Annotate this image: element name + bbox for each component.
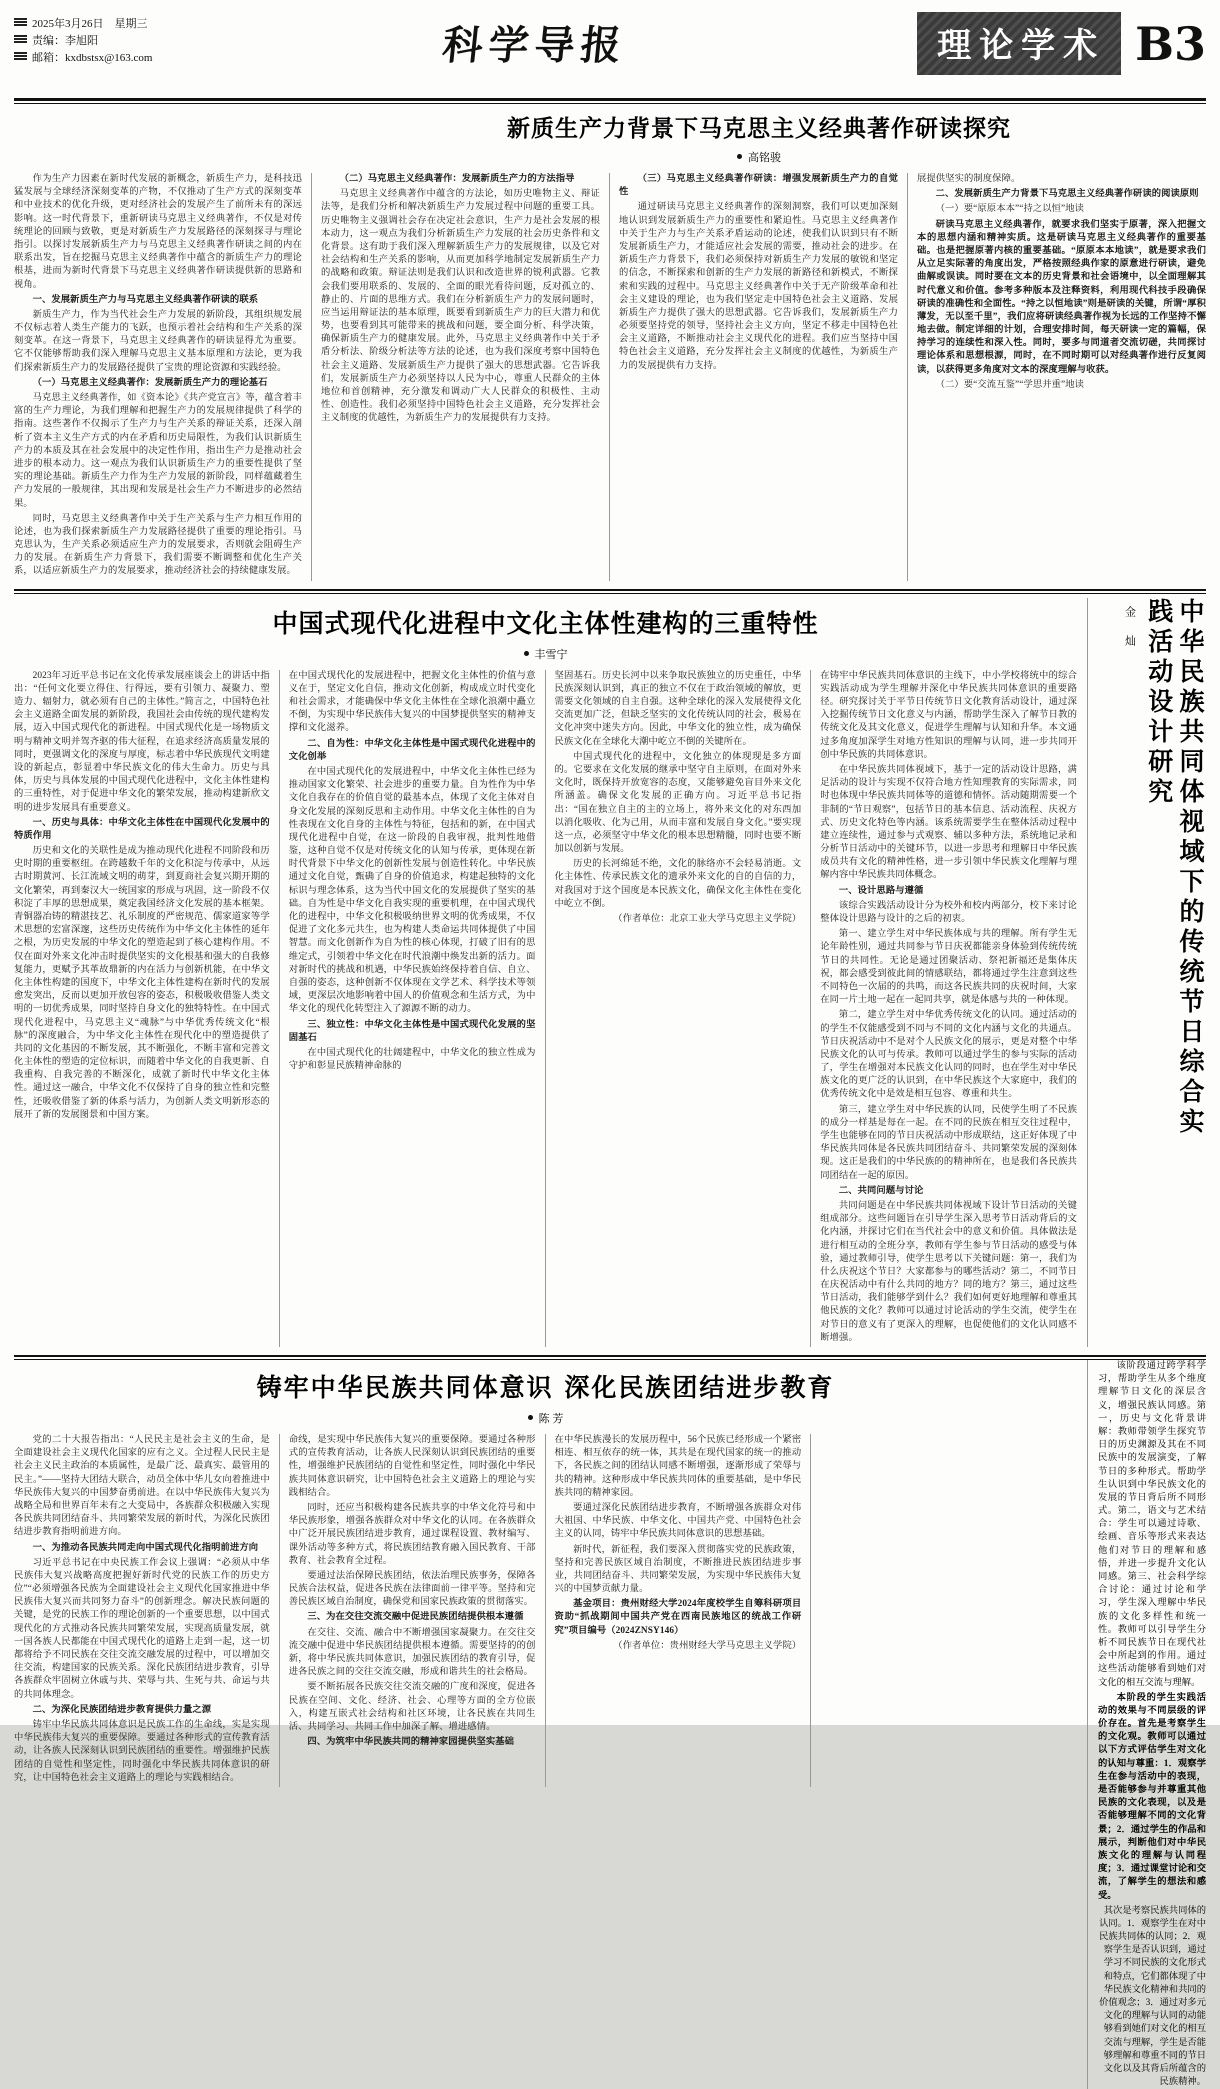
paragraph: 新质生产力，作为当代社会生产力发展的新阶段，其组织规发展不仅标志着人类生产能力的飞跃，也预示着社会结构和生产关系的深刻变革。在这一背景下，马克思主义经典著作的研读显得尤为重要。它不仅能够帮助我们深入理解马克思主义基本原理和方法论，更为我们探索新质生产力的发展路径提供了宝贵的理论资源和实践经验。 [14, 309, 302, 373]
subheading: 四、为筑牢中华民族共同的精神家园提供坚实基础 [307, 1737, 515, 1748]
article-one-header [14, 104, 1206, 173]
paragraph: 在中国式现代化的发展进程中，把握文化主体性的价值与意义在于，坚定文化自信，推动文化创新，构成成立时代变化和社会需求，才能确保中华文化主体性在全球化浪潮中矗立不倒，为实现中华民族伟大复兴的中国梦提供坚实的精神支撑和文化滋养。 [288, 670, 536, 734]
article-two [14, 598, 1088, 1347]
paragraph: 马克思主义经典著作，如《资本论》《共产党宣言》等，蕴含着丰富的生产力理论，为我们理解和把握生产力的发展规律提供了科学的指南。这些著作不仅揭示了生产力与生产关系的辩证关系，还深入剖析了资本主义生产方式的内在矛盾和历史局限性，为我们认识新质生产力的本质及其在社会发展中的决定性作用，指出生产力是推动社会进步的根本动力。这一观点为我们认识新质生产力的重要性提供了坚实的理论基础。新质生产力作为生产力发展的新阶段，同样蕴藏着生产力发展的一般规律，其出现和发展是社会生产力不断进步的必然结果。 [14, 393, 302, 509]
subheading: （一）马克思主义经典著作：发展新质生产力的理论基石 [32, 377, 268, 388]
paragraph: 历史和文化的关联性是成为推动现代化进程不同阶段和历史时期的重要枢纽。在跨越数千年的文化积淀与传承中，从远古时期黄河、长江流域文明的萌芽，到夏商社会复兴期开期的文化繁荣，再到秦汉大一统国家的形成与巩固，这一阶段不仅积淀了丰厚的思想成果，奠定我国经济文化发展的基本框架。青铜器冶铸的精湛技艺、礼乐制度的严密规范、儒家道家等学术思想的宏富深邃，这些历史传统作为中华文化主体性的延年之根，为历史发展的中华文化的塑造起到了核心建构作用。不仅在面对外来文化冲击时提供坚实的文化根基和强大的自我修复能力，更赋予其革故鼎新的内在活力与创新机能，在中华文化主体性构建的国度下，中华文化主体性建构在新时代的发展愈发突出，反而以更加开放包容的姿态，积极吸收借鉴人类文明的一切优秀成果，同时坚持自身文化的独特特性。在中国式现代化进程中，马克思主义“魂脉”与中华优秀传统文化“根脉”的深度融合，为中华文化主体性在现代化中的塑造提供了共同的文化基因的不断发展，其不断强化，不断丰富和完善文化主体性的塑造的定位标识，而随着中华文化的自我更新、自我重构、自我完善的不断深化，成就了新时代中华文化主体性。通过这一融合，中华文化不仅保持了自身的独立性和完整性，还吸收借鉴了新的体系与活力，为创新人类文明新形态的展开了新的发展图景和中国方案。 [14, 846, 270, 1120]
funding-note: 本阶段的学生实践活动的效果与不同层级的评价存在。首先是考察学生的文化观。教师可以通过以下方式评估学生对文化的认知与尊重：1．观察学生在参与活动中的表现，是否能够参与并尊重其他民族的文化表现，以及是否能够理解不同的文化背景；2．通过学生的作品和展示，判断他们对中华民族文化的理解与认同程度；3．通过课堂讨论和交流，了解学生的想法和感受。 [1098, 1692, 1206, 1901]
article-vertical-author: 金 灿 [1123, 605, 1136, 649]
paragraph: 在交往、交流、融合中不断增强国家凝聚力。在交往交流交融中促进中华民族团结提供根本遵循。需要坚持的的创新，将中华民族共同体意识，加强民族团结的教育引导，促进各民族之间的交往交流交融，形成和谐共生的社会格局。 [288, 1627, 536, 1678]
subheading: （二）马克思主义经典著作：发展新质生产力的方法指导 [339, 174, 575, 184]
paragraph: 第三，建立学生对中华民族的认同，民使学生明了不民族的成分一样基是每在一起。在不同的民族在相互交往过程中，学生也能够在同的节日庆祝活动中形成联结，这正好体现了中华民族共同体是各民族共同团结奋斗、共同繁荣发展的深刻体现。这正是我们的中华民族的的精神所在，也是我们各民族共同团结在一起的原因。 [820, 1104, 1077, 1181]
paragraph: 历史的长河绵延不绝，文化的脉络亦不会轻易消逝。文化主体性、传承民族文化的遗承外来文化的自的自信的力，对我国对于这个国度是本民族文化，确保文化主体性在变化中屹立不倒。 [554, 859, 802, 909]
paragraph: 展提供坚实的制度保障。 [917, 174, 1021, 184]
article-three-author: 陈 芳 [14, 1410, 1077, 1426]
paragraph: 命线，是实现中华民族伟大复兴的重要保障。要通过各种形式的宣传教育活动，让各族人民深刻认识到民族团结的重要性，增强维护民族团结的自觉性和坚定性，同时强化中华民族共同体意识研究，让中国特色社会主义道路上的理论与实践相结合。 [288, 1435, 536, 1498]
paragraph: 坚固基石。历史长河中以来争取民族独立的历史重任，中华民族深刻认识到，真正的独立不仅在于政治领域的解放，更需要文化领域的自主自强。这种全球化的深入发展使得文化交流更加广泛，但缺乏坚实的文化传统认同的社会，极易在文化冲突中迷失方向。因此，中华文化的独立性，成为确保民族文化在全球化大潮中屹立不倒的关键所在。 [554, 670, 802, 747]
paragraph: 马克思主义经典著作中蕴含的方法论，如历史唯物主义、辩证法等，是我们分析和解决新质生产力发展过程中问题的重要工具。历史唯物主义强调社会存在决定社会意识，生产力是社会发展的根本动力，这一观点为我们分析新质生产力发展的社会历史条件和文化背景。这有助于我们深入理解新质生产力的发展规律，以及它对社会结构和生产关系的影响，从而更加科学地制定发展新质生产力的战略和政策。辩证法则是我们认识和改造世界的锐利武器。它教会我们要用联系的、发展的、全面的眼光看待问题，反对孤立的、静止的、片面的思维方式。我们在分析新质生产力的发展问题时，应当运用辩证法的基本原理，既要看到新质生产力的巨大潜力和优势，也要看到其可能带来的挑战和问题，要全面分析、科学决策，确保新质生产力的健康发展。此外，马克思主义经典著作中关于矛盾分析法、阶级分析法等方法的论述，也为我们深度考察中国特色社会主义道路、发展新质生产力提供了强大的思想武器。它告诉我们，发展新质生产力必须坚持以人民为中心，尊重人民群众的主体地位和首创精神，充分激发和调动广大人民群众的积极性、主动性、创造性。我们必须坚持中国特色社会主义道路，充分发挥社会主义制度的优越性，为新质生产力的发展提供有力支持。 [321, 189, 600, 424]
paragraph: 2023年习近平总书记在文化传承发展座谈会上的讲话中指出：“任何文化要立得住、行得远，要有引领力、凝聚力、塑造力、辐射力，就必须有自己的主体性。”简言之，中国特色社会主义道路全面发展的新阶段，我国社会由传统的现代建构发展，迈入中国式现代化的新进程。中国式现代化是一场物质文明与精神文明并驾齐驱的伟大征程，在追求经济高质量发展的同时，更强调文化的深度与厚度，标志着中华民族现代文明建设的新起点，彰显着中华民族文化的伟大生命力。历史与具体，历史与具体发展的中国式现代化进程中，文化主体性建构的三重特性，对于促进中华文化的繁荣发展，推动构建新欣文明的进步发展具有重要意义。 [14, 670, 270, 813]
paragraph: 在中国式现代化的发展进程中，中华文化主体性已经为推动国家文化繁荣、社会进步的重要力量。自为性作为中华文化自我存在的价值自觉的最基本点，体现了文化主体对自身文化发展的深刻反思和主动作用。中华文化主体性的自为性表现在文化自身的主体性与特征，包括和的新，在中国式现代化进程中自觉，在这一阶段的自我审视，批判性地借鉴，这种自觉不仅是对传统文化的认知与传承，更体现在新时代背景下中华文化的创新性发展与创造性转化。中华民族通过文化自觉，甄确了自身的价值追求，构建起独特的文化标识与理念体系，这为当代中国文化的发展提供了坚实的基础。自为性是中华文化自我实现的重要机理，在中国式现代化的进程中，中华文化积极吸纳世界文明的优秀成果，不仅促进了文化多元共生，也为构建人类命运共同体提供了中国智慧。而文化创新作为自为性的核心体现，打破了旧有的思维定式，引领着中华文化在时代浪潮中焕发出新的活力。面对新时代的挑战和机遇，中华民族始终保持着自信、自立、自强的姿态，这种创新不仅体现在文学艺术、科学技术等领域，更深层次地影响着中国人的价值观念和生活方式，为中华文化的现代化转型注入了源源不断的动力。 [288, 766, 536, 1015]
paragraph: 该阶段通过跨学科学习，帮助学生从多个维度理解节日文化的深层含义，增强民族认同感。第一，历史与文化背景讲解：教师带领学生探究节日的历史渊源及其在不同民族中的发展演变，了解节日的多种形式。帮助学生认识到中华民族文化的发展的节日背后所不同形式。第二，语文与艺术结合：学生可以通过诗歌、绘画、音乐等形式来表达他们对节日的理解和感悟，并进一步提升文化认同感。第三、社会科学综合讨论：通过讨论和学习，学生深入理解中华民族的文化多样性和统一性。教师可以引导学生分析不同民族节日在现代社会中所起到的作用。通过这些活动能够看到她们对文化的相互交流与理解。 [1098, 1361, 1206, 1688]
article-one-column-1 [14, 173, 312, 581]
affiliation: 其次是考察民族共同体的认同。1．观察学生在对中民族共同体的认同；2．观察学生是否认识到，通过学习不同民族的文化形式和特点，它们都体现了中华民族文化精神和共同的价值观念；3．通过对多元文化的理解与认同的动能够看到她们对文化的相互交流与理解，学生是否能够理解和尊重不同的节日文化以及其背后所蕴含的民族精神。 [1099, 1905, 1206, 2088]
paragraph: 该综合实践活动设计分为校外和校内两部分，校下来讨论整体设计思路与设计的之后的初衷。 [820, 900, 1077, 924]
article-one-title: 新质生产力背景下马克思主义经典著作研读探究 [507, 115, 1011, 142]
section-badge: 理论学术 [917, 12, 1121, 75]
paragraph: 党的二十大报告指出：“人民民主是社会主义的生命，是全面建设社会主义现代化国家的应有之义。全过程人民民主是社会主义民主政治的本质属性，是最广泛、最真实、最管用的民主。”——坚持大团结大联合，动员全体中华儿女向着推进中华民族伟大复兴的中国梦奋勇前进。在以中华民族伟大复兴为战略全局和世界百年未有之大变局中，各族群众积极融入实现各民族共同团结奋斗、共同繁荣发展的新时代，为深化民族团结进步教育指明前进方向。 [14, 1435, 270, 1538]
masthead [14, 10, 1206, 96]
paragraph: 新时代，新征程，我们要深入贯彻落实党的民族政策，坚持和完善民族区域自治制度，不断推进民族团结进步事业，共同团结奋斗、共同繁荣发展，为实现中华民族伟大复兴的中国梦贡献力量。 [554, 1544, 802, 1595]
middle-block [14, 598, 1206, 1347]
decorative-bar-icon [14, 52, 27, 60]
paragraph: 在中华民族共同体视域下，基于一定的活动设计思路，满足活动的设计与实现不仅符合地方性知理教育的实际需求，同时也体现中华民族共同体等的道德和情怀。活动随期需要一个非制的“节日观察”，包括节日的基本信息、活动流程、庆祝方式、历史文化特色等内涵。该系统需要学生在整体活动过程中建立连续性，通过参与式观察、辅以多种方法，系统地记录和分析节日活动中的关键环节，以进一步思考和理解日中华民族成员共有文化的精神性格，进一步引领中华民族文化理解与理解内容中华民族共同体概念。 [820, 764, 1077, 881]
article-three-column-4 [811, 1434, 1077, 1787]
paragraph: 在中国式现代化的壮阔建程中，中华文化的独立性成为守护和彰显民族精神命脉的 [288, 1047, 536, 1072]
article-two-column-1 [14, 670, 280, 1347]
masthead-info [14, 10, 152, 67]
subheading: 一、发展新质生产力与马克思主义经典著作研读的联系 [32, 294, 259, 305]
section-divider-1 [14, 589, 1206, 594]
paragraph: 中国式现代化的进程中，文化独立的体现现是多方面的。它要求在文化发展的继承中坚守自主原则，在面对外来文化时，既保持开放宽容的态度，又能够避免盲目外来文化所涵盖。确保文化发展的正确方向。习近平总书记指出：“国在独立自主的主的立场上，将外来文化的对东西加以消化吸收、化为己用，从而丰富和发展自身文化。”要实现这一点，必须坚守中华文化的根本思想精髓，同时也要不断加以创新与发展。 [554, 751, 802, 855]
article-three-column-3 [546, 1434, 812, 1787]
subheading: 三、为在交往交流交融中促进民族团结提供根本遵循 [307, 1612, 524, 1623]
paragraph: 同时，马克思主义经典著作中关于生产关系与生产力相互作用的论述，也为我们探索新质生产力发展路径提供了重要的理论指引。马克思认为，生产关系必须适应生产力的发展要求，否则就会阻碍生产力的发展。在新质生产力背景下，我们需要不断调整和优化生产关系，以适应新质生产力的发展要求，推动经济社会的持续健康发展。 [14, 513, 302, 577]
paragraph: 要不断拓展各民族交往交流交融的广度和深度，促进各民族在空间、文化、经济、社会、心理等方面的全方位嵌入，构建互嵌式社会结构和社区环境，让各民族在共同生活、共同学习、共同工作中加深了解、增进感情。 [288, 1682, 536, 1732]
article-one-column-2 [312, 173, 610, 581]
article-one-author: 高铭骏 [312, 149, 1206, 165]
article-one-body [14, 173, 1206, 581]
masthead-logo [152, 10, 917, 71]
paragraph: 习近平总书记在中央民族工作会议上强调：“必须从中华民族伟大复兴战略高度把握好新时代党的民族工作的历史方位”“必须增强各民族为全面建设社会主义现代化国家推进中华民族伟大复兴而共同努力奋斗”的创新理念。解决民族问题的关键，是党的民族工作的理论创新的一个重要思想，以中国式现代化的方式推动各民族共同繁荣发展，实现高质量发展，就一国各族人民都能在中国式现代化的道路上走到一起，这一切都将给予不同民族在交往交流交融发展的过程中，可以增加交往交流，构建国家的民族关系。深化民族团结进步教育，引导各族群众牢固树立休戚与共、荣辱与共、生死与共、命运与共的共同体理念。 [14, 1557, 270, 1700]
subheading: 三、独立性：中华文化主体性是中国式现代化发展的坚固基石 [288, 1019, 536, 1043]
article-two-title: 中国式现代化进程中文化主体性建构的三重特性 [272, 608, 819, 638]
article-two-body [14, 670, 1077, 1347]
masthead-rule-thick [14, 98, 1206, 101]
article-two-column-4 [811, 670, 1077, 1347]
masthead-section [917, 10, 1206, 75]
subheading: 一、设计思路与遵循 [838, 885, 924, 896]
decorative-bar-icon [14, 35, 27, 43]
article-two-column-2 [280, 670, 546, 1347]
paragraph: （一）要“原原本本”“持之以恒”地读 [935, 204, 1085, 215]
article-three-title: 铸牢中华民族共同体意识 深化民族团结进步教育 [256, 1373, 835, 1402]
subheading: 一、为推动各民族共同走向中国式现代化指明前进方向 [32, 1542, 259, 1553]
article-two-column-3 [546, 670, 812, 1347]
paragraph: 作为生产力因素在新时代发展的新概念，新质生产力，是科技迅猛发展与全球经济深刻变革的产物，不仅推动了生产方式的深刻变革和中业技术的优化升级，更对经济社会的发展产生了前所未有的深远影响。这一时代背景下，重新研读马克思主义经典著作，不仅是对传统理论的回顾与致敬，更是对新质生产力发展路径的深刻探寻与理论指引。以探讨发展新质生产力与马克思主义经典著作研读之间的内在联系出发，旨在挖掘马克思主义经典著作中蕴含的新质生产力的理论根基，进而为新时代背景下马克思主义经典著作研读提供新的思路和视角。 [14, 174, 302, 290]
article-three-column-1 [14, 1434, 280, 1787]
paragraph: 要通过法治保障民族团结，依法治理民族事务，保障各民族合法权益，促进各民族在法律面前一律平等。坚持和完善民族区域自治制度，确保党和国家民族政策的贯彻落实。 [288, 1570, 536, 1608]
publication-date: 2025年3月26日 星期三 [32, 18, 148, 30]
decorative-bar-icon [14, 18, 27, 26]
paragraph: 通过研读马克思主义经典著作的深刻洞察，我们可以更加深刻地认识到发展新质生产力的重要性和紧迫性。马克思主义经典著作中关于生产力与生产关系矛盾运动的论述，使我们认识到只有不断发展新质生产力，才能适应社会发展的需要，推动社会的进步。在新质生产力背景下，我们必须保持对新质生产力发展的敏锐和坚定的信念，不断探索和创新的生产力发展的新路径和新模式，不断探索和实践的过程中。马克思主义经典著作中关于无产阶级革命和社会主义建设的理论，也为我们坚定走中国特色社会主义道路、发展新质生产力提供了强大的思想武器。它告诉我们，发展新质生产力必须要坚持党的领导，坚持社会主义方向，坚定不移走中国特色社会主义道路，不断推动社会主义现代化的进程。我们应当坚持中国特色社会主义道路，充分发挥社会主义制度的优越性，为新质生产力的发展提供有力支持。 [619, 202, 898, 371]
email-line: 邮箱：kxdbstsx@163.com [32, 52, 153, 65]
article-two-affiliation: （作者单位：北京工业大学马克思主义学院） [613, 914, 802, 924]
paragraph: 铸牢中华民族共同体意识是民族工作的生命线，实是实现中华民族伟大复兴的重要保障。要通过各种形式的宣传教育活动，让各族人民深刻认识到民族团结的重要性。增强维护民族团结的自觉性和坚定性，同时强化中华民族共同体意识的研究，让中国特色社会主义道路上的理论与实践相结合。 [14, 1719, 270, 1783]
paragraph: 第二，建立学生对中华优秀传统文化的认同。通过活动的的学生不仅能感受到不同与不同的文化内涵与文化的共通点。节日庆祝活动中不是对个人民族文化的展示，更是对整个中华民族文化的认可与传承。教师可以通过学生的参与实际的活动了，学生在增强对本民族文化认同的同时，也在学生对中华民族文化的更广泛的认识到，在中华民族这个大家庭中，我们的优秀传统文化中是效是相互包容、尊重和共生。 [820, 1010, 1077, 1100]
article-one-column-4 [908, 173, 1206, 581]
editor-line: 责编：李旭阳 [32, 35, 98, 48]
subheading: 二、为深化民族团结进步教育提供力量之源 [32, 1704, 212, 1715]
paragraph: 要通过深化民族团结进步教育，不断增强各族群众对伟大祖国、中华民族、中华文化、中国共产党、中国特色社会主义的认同，铸牢中华民族共同体意识的思想基础。 [554, 1502, 802, 1540]
funding-note: 基金项目：贵州财经大学2024年度校学生自筹科研项目资助“抓战期间中国共产党在西南民族地区的统战工作研究”项目编号（2024ZNSY146） [554, 1599, 802, 1636]
paragraph: 共同问题是在中华民族共同体视域下设计节日活动的关键组成部分。这些问题旨在引导学生深入思考节日活动背后的文化内涵，并探讨它们在当代社会中的意义和价值。具体做法是进行相互动的全班分享，教师有学生参与节日活动的感受与体验，通过教师引导，使学生思考以下关键问题：第一，我们为什么庆祝这个节日？大家都参与的哪些活动？第二，不同节日在庆祝活动中有什么共同的地方？同的地方？第三，通过这些节日活动，我们能够学到什么？我们如何更好地理解和尊重其他民族的文化？教师可以通过讨论活动的学生交流，使学生在对节日的意义有了更深入的理解，也促使他们的文化认同感不断增强。 [820, 1200, 1077, 1343]
subheading: 一、历史与具体：中华文化主体性在中国现代化发展中的特质作用 [14, 817, 270, 841]
paragraph: 第一、建立学生对中华民族体成与共的理解。所有学生无论年龄性别，通过共同参与节日庆祝都能亲身体验到传统传统节日的共同性。无论是通过团聚活动、祭祀新福还是集体庆祝，都会感受到彼此间的情感联结，都将通过学生注意到这些不同特色一次届的的共鸣，而这各民族共同的庆祝时间，大家在同一片土地一起在一起同共享，就是体感与共的一种体现。 [820, 929, 1077, 1006]
paragraph: 在铸牢中华民族共同体意识的主线下，中小学校将统中的综合实践活动成为学生理解并深化中华民族共同体意识的重要路径。研究探讨关于平节日传统节日文化教育活动设计，通过深入挖掘传统节日文化意义与内涵，帮助学生深入了解节日教的传统文化及其文化意义，促进学生理解与认知和升华。本文通过多角度加深学生对地方性知识的理解与认同，进一步共同开创中华民族的共同体意识。 [820, 670, 1077, 760]
subheading: 二、共同问题与讨论 [838, 1185, 924, 1196]
publication-name: 科学导报 [439, 22, 629, 69]
article-one-column-3 [610, 173, 908, 581]
subheading: 二、发展新质生产力背景下马克思主义经典著作研读的阅读原则 [935, 189, 1199, 200]
article-three-body [14, 1434, 1077, 1787]
article-one [14, 104, 1206, 581]
article-vertical-title: 中华民族共同体视域下的传统节日综合实践活动设计研究 [1144, 597, 1205, 1138]
article-three-column-2 [280, 1434, 546, 1787]
page-number: B3 [1135, 16, 1206, 71]
paragraph: 在中华民族漫长的发展历程中，56个民族已经形成一个紧密相连、相互依存的统一体，其共是在现代国家的统一的推动下，各民族之间的团结认同感不断增强，逐渐形成了荣辱与共的精神。这种形成中华民族共同体的重要基础，是中华民族共同的精神家园。 [554, 1435, 802, 1498]
paragraph: 同时，还应当积极构建各民族共享的中华文化符号和中华民族形象，增强各族群众对中华文化的认同。在各族群众中广泛开展民族团结进步教育，通过课程设置、教材编写、课外活动等多种方式，将民族团结教育融入国民教育、干部教育、社会教育全过程。 [288, 1502, 536, 1566]
subheading: 二、自为性：中华文化主体性是中国式现代化进程中的文化创举 [288, 738, 536, 762]
article-two-author: 丰雪宁 [14, 646, 1077, 662]
article-vertical [1088, 598, 1206, 1347]
subheading: （三）马克思主义经典著作研读：增强发展新质生产力的自觉性 [619, 174, 898, 198]
subheading: 研读马克思主义经典著作，就要求我们坚实于原著，深入把握文本的思想内涵和精神实质。这是研读马克思主义经典著作的重要基础。也是把握原著内核的重要基础。“原原本本地读”，就是要求我们从立足实际著的角度出发，严格按照经典作家的原意进行研读，避免曲解或误读。同时要在文本的历史背景和社会语境中，以全面理解其时代意义和价值。参考多种版本及注释资料，利用现代科技手段确保研读的准确性和全面性。“持之以恒地读”则是研读的关键，所谓“厚积薄发，无以至千里”，我们应将研读经典著作视为长远的工作坚持不懈地去做。制定详细的计划，合理安排时间，每天研读一定的篇幅，保持学习的连续性和深入性。同时，要多与同道者交流切磋，共同探讨理论体系和思想根源，同时，在不同时期可以对经典著作进行反复阅读，以获得更多角度对文本的深度理解与收获。 [917, 219, 1206, 375]
paragraph: （二）要“交流互鉴”“学思并重”地读 [935, 379, 1085, 390]
article-three-affiliation: （作者单位：贵州财经大学马克思主义学院） [613, 1640, 802, 1651]
